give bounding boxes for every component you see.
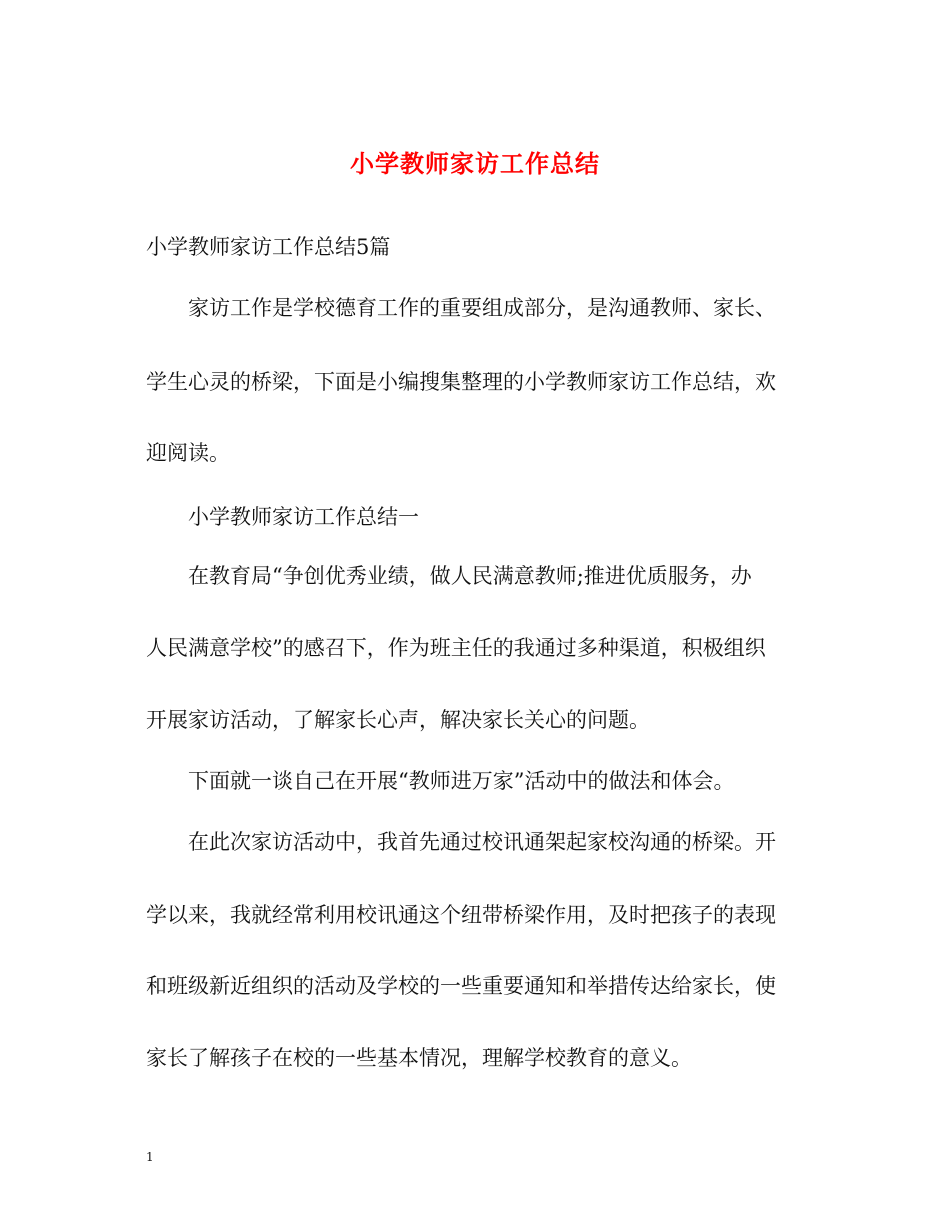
paragraph-line: 开展家访活动，了解家长心声，解决家长关心的问题。 <box>146 708 650 732</box>
paragraph-line: 学生心灵的桥梁，下面是小编搜集整理的小学教师家访工作总结，欢 <box>146 370 776 394</box>
paragraph-line: 在此次家访活动中，我首先通过校讯通架起家校沟通的桥梁。开 <box>188 830 776 854</box>
document-subtitle: 小学教师家访工作总结5篇 <box>146 235 391 259</box>
section-heading: 小学教师家访工作总结一 <box>188 505 419 529</box>
paragraph-line: 家长了解孩子在校的一些基本情况，理解学校教育的意义。 <box>146 1046 692 1070</box>
paragraph-line: 学以来，我就经常利用校讯通这个纽带桥梁作用，及时把孩子的表现 <box>146 903 776 927</box>
paragraph-line: 迎阅读。 <box>146 441 230 465</box>
paragraph-line: 家访工作是学校德育工作的重要组成部分，是沟通教师、家长、 <box>188 296 776 320</box>
page-number: 1 <box>146 1150 154 1164</box>
paragraph-line: 人民满意学校”的感召下，作为班主任的我通过多种渠道，积极组织 <box>146 636 766 660</box>
paragraph-line: 下面就一谈自己在开展“教师进万家”活动中的做法和体会。 <box>188 769 735 793</box>
paragraph-line: 在教育局“争创优秀业绩，做人民满意教师;推进优质服务，办 <box>188 564 752 588</box>
document-title: 小学教师家访工作总结 <box>350 149 600 178</box>
paragraph-line: 和班级新近组织的活动及学校的一些重要通知和举措传达给家长，使 <box>146 974 776 998</box>
